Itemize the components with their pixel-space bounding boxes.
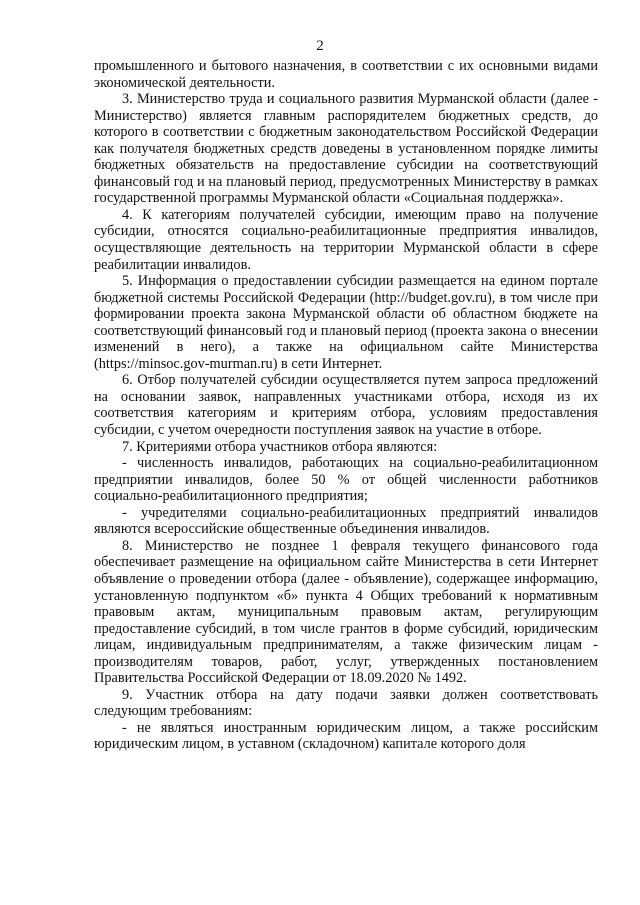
paragraph-5: 5. Информация о предоставлении субсидии размещается на едином портале бюджетной системы Российской Федерации (http://budget.gov.ru), в том числе при формировании проекта закона Мурманской области об областном бюджете на соответствующий финансовый год и плановый период (проекта закона о внесении изменений в него), а также на официальном сайте Министерства (https://minsoc.gov-murman.ru) в сети Интернет. — [94, 273, 598, 372]
paragraph-3: 3. Министерство труда и социального развития Мурманской области (далее - Министерство) является главным распорядителем бюджетных средств, до которого в соответствии с бюджетным законодательством Российской Федерации как получателя бюджетных средств доведены в установленном порядке лимиты бюджетных обязательств на предоставление субсидии на соответствующий финансовый год и на плановый период, предусмотренных Министерству в рамках государственной программы Мурманской области «Социальная поддержка». — [94, 91, 598, 207]
document-body — [94, 58, 598, 753]
paragraph-9: 9. Участник отбора на дату подачи заявки должен соответствовать следующим требованиям: — [94, 686, 598, 720]
criteria-item-2: - учредителями социально-реабилитационных предприятий инвалидов являются всероссийские общественные объединения инвалидов. — [94, 504, 598, 538]
paragraph-continuation: промышленного и бытового назначения, в соответствии с их основными видами экономической деятельности. — [94, 58, 598, 91]
paragraph-4: 4. К категориям получателей субсидии, имеющим право на получение субсидии, относятся социально-реабилитационные предприятия инвалидов, осуществляющие деятельность на территории Мурманской области в сфере реабилитации инвалидов. — [94, 206, 598, 273]
paragraph-8: 8. Министерство не позднее 1 февраля текущего финансового года обеспечивает размещение на официальном сайте Министерства в сети Интернет объявление о проведении отбора (далее - объявление), содержащее информацию, установленную подпунктом «б» пункта 4 Общих требований к нормативным правовым актам, муниципальным правовым актам, регулирующим предоставление субсидий, в том числе грантов в форме субсидий, юридическим лицам, индивидуальным предпринимателям, а также физическим лицам - производителям товаров, работ, услуг, утвержденных постановлением Правительства Российской Федерации от 18.09.2020 № 1492. — [94, 537, 598, 687]
requirement-item-1: - не являться иностранным юридическим лицом, а также российским юридическим лицом, в уставном (складочном) капитале которого доля — [94, 719, 598, 753]
paragraph-6: 6. Отбор получателей субсидии осуществляется путем запроса предложений на основании заявок, направленных участниками отбора, исходя из их соответствия категориям и критериям отбора, условиям предоставления субсидии, с учетом очередности поступления заявок на участие в отборе. — [94, 372, 598, 439]
page-number: 2 — [316, 38, 324, 54]
criteria-item-1: - численность инвалидов, работающих на социально-реабилитационном предприятии инвалидов, более 50 % от общей численности работников социально-реабилитационного предприятия; — [94, 455, 598, 505]
paragraph-7: 7. Критериями отбора участников отбора являются: — [122, 438, 438, 455]
